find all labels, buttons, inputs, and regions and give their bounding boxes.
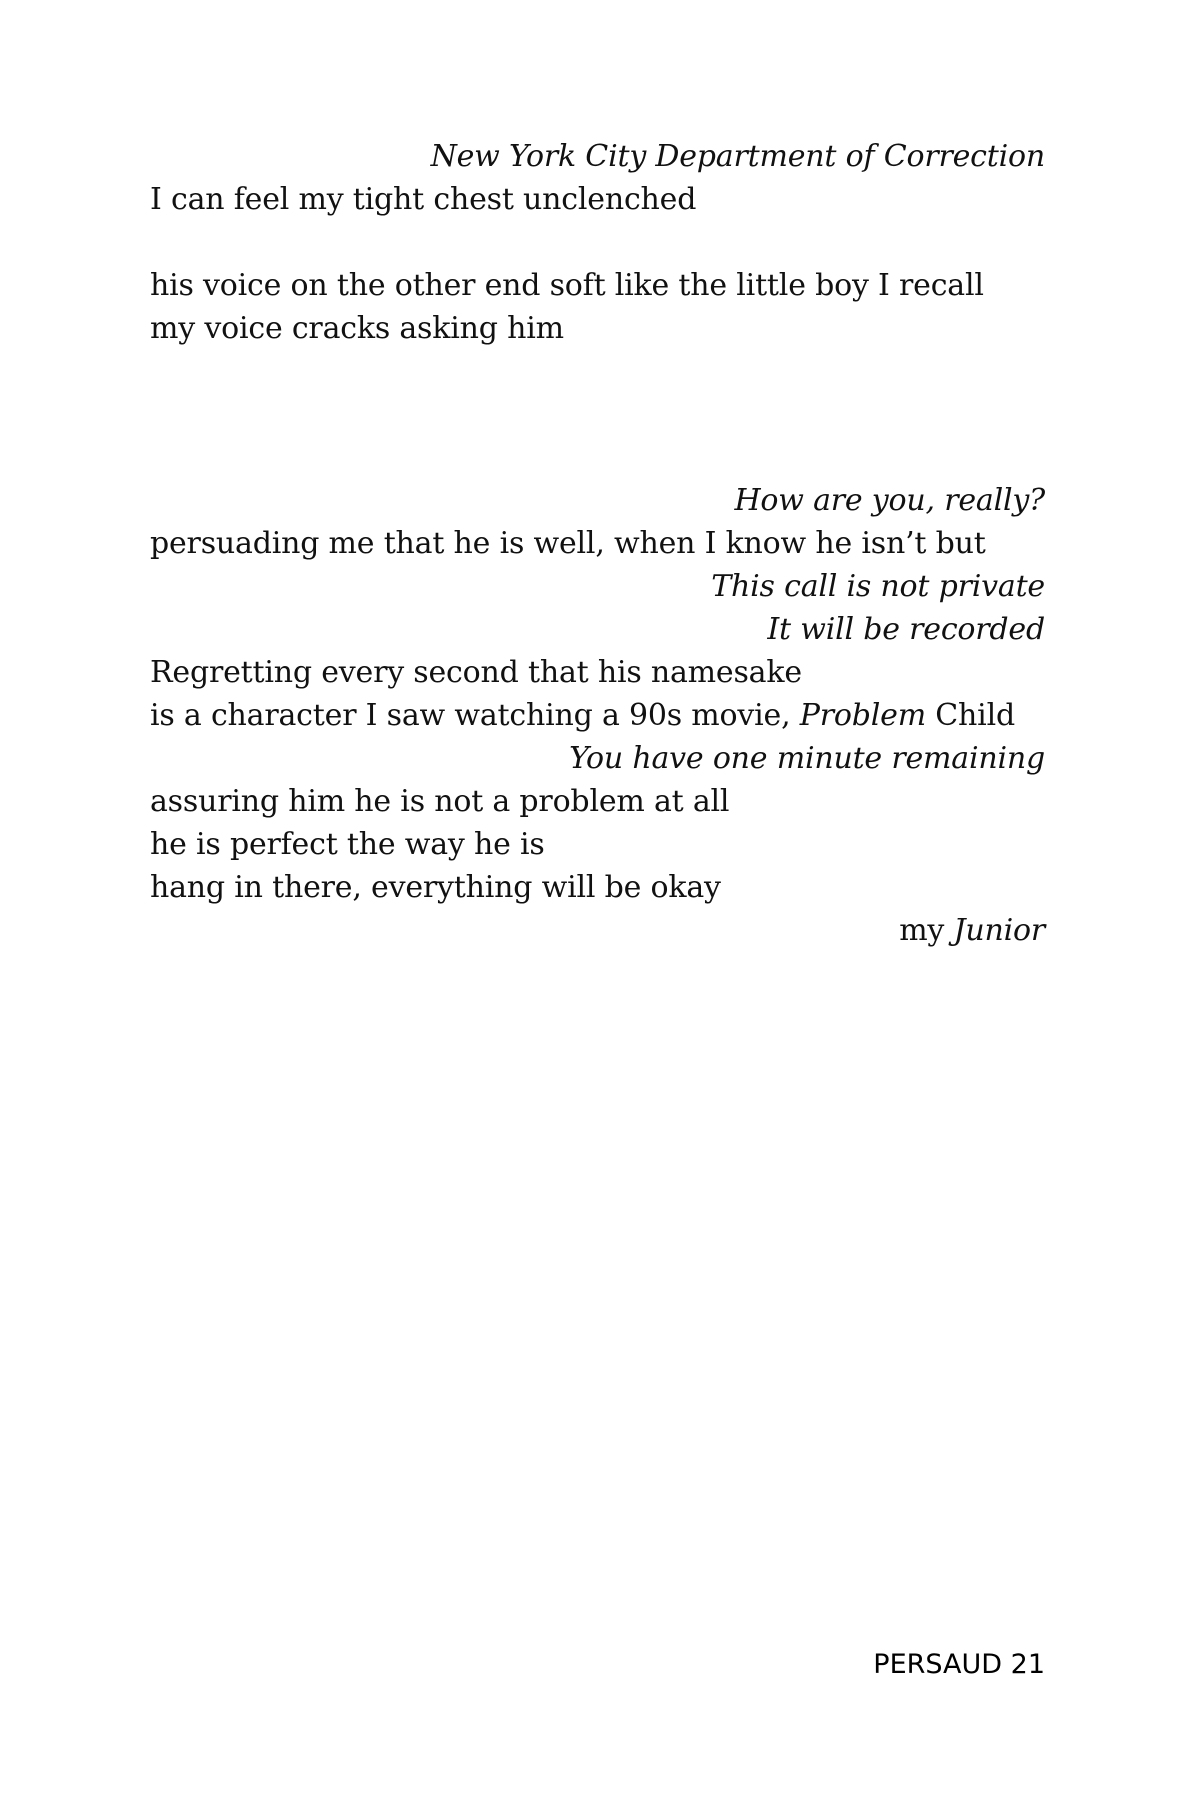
page-footer: PERSAUD 21	[873, 1649, 1045, 1680]
poem-line	[150, 694, 1045, 737]
poem-line-text: is a character I saw watching a 90s movie,	[150, 698, 800, 733]
poem-question: How are you, really?	[734, 483, 1045, 518]
call-notice: It will be recorded	[767, 612, 1045, 647]
poem-line: my voice cracks asking him	[150, 311, 564, 346]
stanza-break	[150, 436, 1045, 479]
poem-heading: New York City Department of Correction	[430, 139, 1045, 174]
poem-line: Regretting every second that his namesake	[150, 655, 802, 690]
poem-line: his voice on the other end soft like the little boy I recall	[150, 268, 984, 303]
stanza-break	[150, 221, 1045, 264]
movie-title-rest: Child	[925, 698, 1015, 733]
poem-line: persuading me that he is well, when I know he isn’t but	[150, 526, 986, 561]
poem-line: hang in there, everything will be okay	[150, 870, 721, 905]
movie-title-italic: Problem	[799, 698, 926, 733]
call-notice: You have one minute remaining	[569, 741, 1045, 776]
poem-line: I can feel my tight chest unclenched	[150, 182, 697, 217]
stanza-break	[150, 393, 1045, 436]
closing-text: my	[899, 913, 954, 948]
stanza-break	[150, 350, 1045, 393]
poem-line: assuring him he is not a problem at all	[150, 784, 730, 819]
closing-name: Junior	[953, 913, 1045, 948]
call-notice: This call is not private	[711, 569, 1045, 604]
poem	[150, 135, 1045, 952]
poem-closing	[150, 909, 1045, 952]
poem-line: he is perfect the way he is	[150, 827, 545, 862]
